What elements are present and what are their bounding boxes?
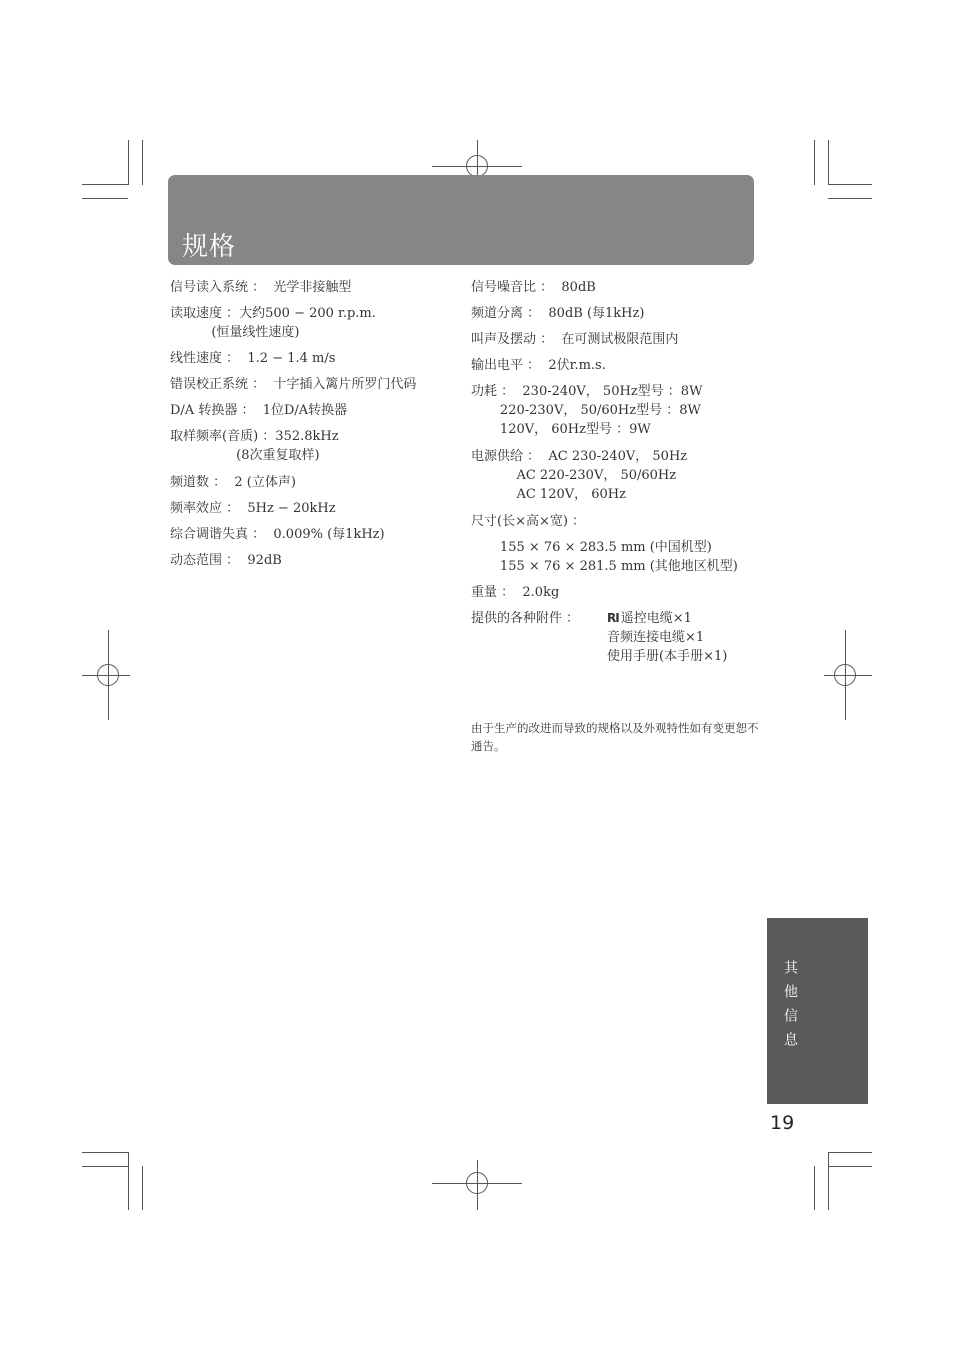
ri-logo-icon: RI bbox=[607, 611, 619, 625]
spec-error-correction: 错误校正系统 ： 十字插入篱片所罗门代码 bbox=[170, 377, 417, 392]
spec-read-speed: 读取速度 ：大约500 − 200 r.p.m. (恒量线性速度) bbox=[170, 306, 376, 340]
spec-dynamic-range: 动态范围 ： 92dB bbox=[170, 553, 282, 568]
spec-snr: 信号噪音比 ： 80dB bbox=[471, 280, 596, 295]
spec-sampling-frequency: 取样频率(音质) ：352.8kHz (8次重复取样) bbox=[170, 429, 339, 463]
spec-wow-flutter: 叫声及摆动 ： 在可测试极限范围内 bbox=[471, 332, 679, 347]
spec-linear-speed: 线性速度 ： 1.2 − 1.4 m/s bbox=[170, 351, 336, 366]
accessories-label: 提供的各种附件 ： bbox=[471, 611, 580, 626]
side-tab-label: 其他信息 bbox=[782, 960, 798, 1056]
spec-dimensions: 尺寸(长×高×宽) ： 155 × 76 × 283.5 mm (中国机型) 155 × 76 × 281.5 mm (其他地区机型) bbox=[471, 514, 738, 574]
spec-output-level: 输出电平 ： 2伏r.m.s. bbox=[471, 358, 606, 373]
spec-da-converter: D/A 转换器 ： 1位D/A转换器 bbox=[170, 403, 348, 418]
accessory-item: 音频连接电缆×1 bbox=[607, 630, 705, 645]
spec-accessories bbox=[471, 609, 579, 628]
spec-signal-read-system: 信号读入系统 ： 光学非接触型 bbox=[170, 280, 352, 295]
spec-power-consumption: 功耗 ： 230-240V， 50Hz型号 ：8W 220-230V， 50/60Hz型号 ：8W 120V， 60Hz型号 ：9W bbox=[471, 384, 703, 437]
spec-frequency-response: 频率效应 ： 5Hz − 20kHz bbox=[170, 501, 336, 516]
spec-weight: 重量 ： 2.0kg bbox=[471, 585, 560, 600]
header-band bbox=[168, 175, 754, 265]
accessory-item: 遥控电缆×1 bbox=[620, 611, 692, 626]
accessories-list bbox=[607, 609, 727, 666]
page-number: 19 bbox=[770, 1112, 795, 1134]
spec-channels: 频道数 ： 2 (立体声) bbox=[170, 475, 296, 490]
spec-power-supply: 电源供给 ： AC 230-240V， 50Hz AC 220-230V， 50/60Hz AC 120V， 60Hz bbox=[471, 449, 688, 502]
page-title: 规格 bbox=[182, 232, 237, 262]
accessory-item: 使用手册(本手册×1) bbox=[607, 649, 728, 664]
spec-distortion: 综合调谐失真 ： 0.009% (每1kHz) bbox=[170, 527, 385, 542]
spec-channel-separation: 频道分离 ： 80dB (每1kHz) bbox=[471, 306, 645, 321]
specification-note: 由于生产的改进而导致的规格以及外观特性如有变更恕不通告。 bbox=[471, 721, 759, 753]
